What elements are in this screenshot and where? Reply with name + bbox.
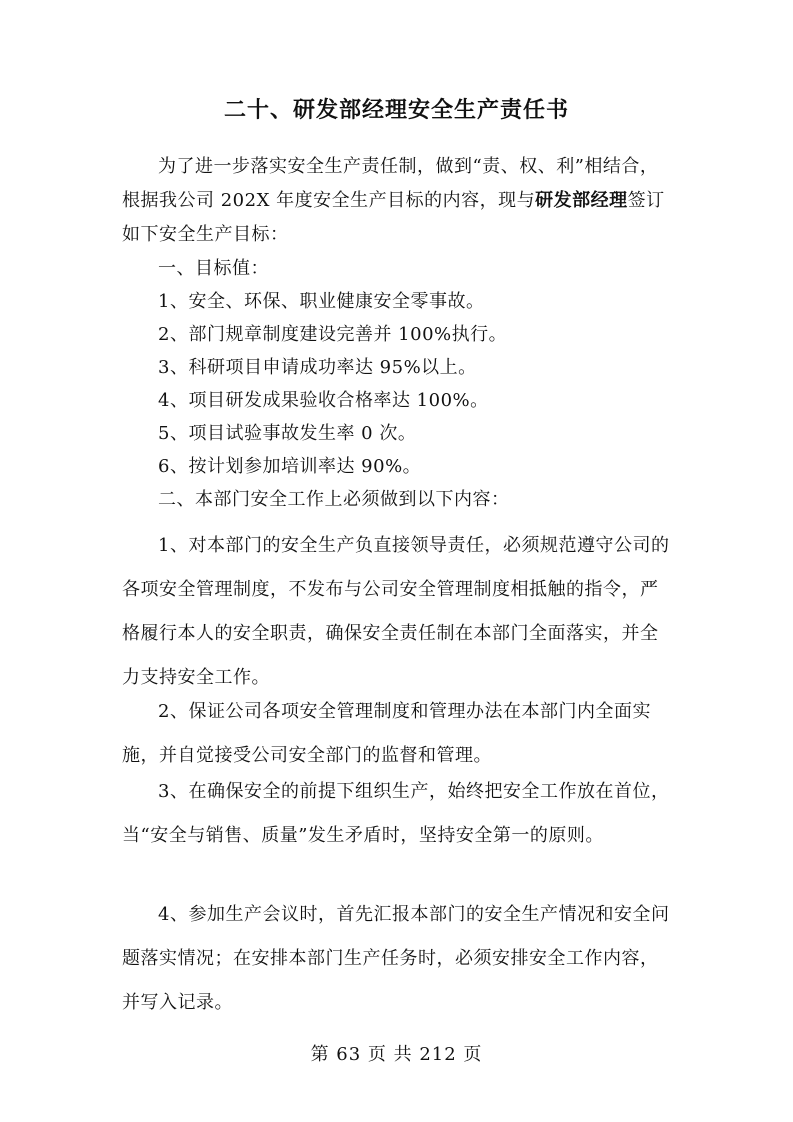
target-item: 5、项目试验事故发生率 0 次。 xyxy=(158,423,417,444)
target-item: 2、部门规章制度建设完善并 100%执行。 xyxy=(158,324,508,345)
intro-bold-role: 研发部经理 xyxy=(535,190,628,211)
section-heading-duties: 二、本部门安全工作上必须做到以下内容： xyxy=(158,489,510,510)
target-item: 6、按计划参加培训率达 90%。 xyxy=(158,456,422,477)
duty-paragraph: 1、对本部门的安全生产负直接领导责任，必须规范遵守公司的各项安全管理制度，不发布与公司安全管理制度相抵触的指令，严格履行本人的安全职责，确保安全责任制在本部门全面落实，并全力支持安全工作。 xyxy=(122,535,670,688)
duty-paragraph: 3、在确保安全的前提下组织生产，始终把安全工作放在首位，当“安全与销售、质量”发生矛盾时，坚持安全第一的原则。 xyxy=(122,781,670,846)
duty-paragraph: 4、参加生产会议时，首先汇报本部门的安全生产情况和安全问题落实情况；在安排本部门生产任务时，必须安排安全工作内容，并写入记录。 xyxy=(122,904,670,1013)
intro-text-part1: 为了进一步落实安全生产责任制，做到“责、权、利”相结合，根据我公司 202X 年度安全生产目标的内容，现与 xyxy=(122,156,659,211)
intro-text-part2: 签订如下安全生产目标： xyxy=(122,190,665,245)
target-item: 1、安全、环保、职业健康安全零事故。 xyxy=(158,291,485,312)
section-heading-targets: 一、目标值： xyxy=(158,258,269,279)
page-number-footer: 第 63 页 共 212 页 xyxy=(310,1044,483,1065)
target-item: 4、项目研发成果验收合格率达 100%。 xyxy=(158,390,489,411)
intro-paragraph xyxy=(122,150,674,252)
target-item: 3、科研项目申请成功率达 95%以上。 xyxy=(158,357,477,378)
document-title: 二十、研发部经理安全生产责任书 xyxy=(223,97,569,123)
targets-section xyxy=(122,252,674,516)
duty-paragraph: 2、保证公司各项安全管理制度和管理办法在本部门内全面实施，并自觉接受公司安全部门的监督和管理。 xyxy=(122,701,651,766)
